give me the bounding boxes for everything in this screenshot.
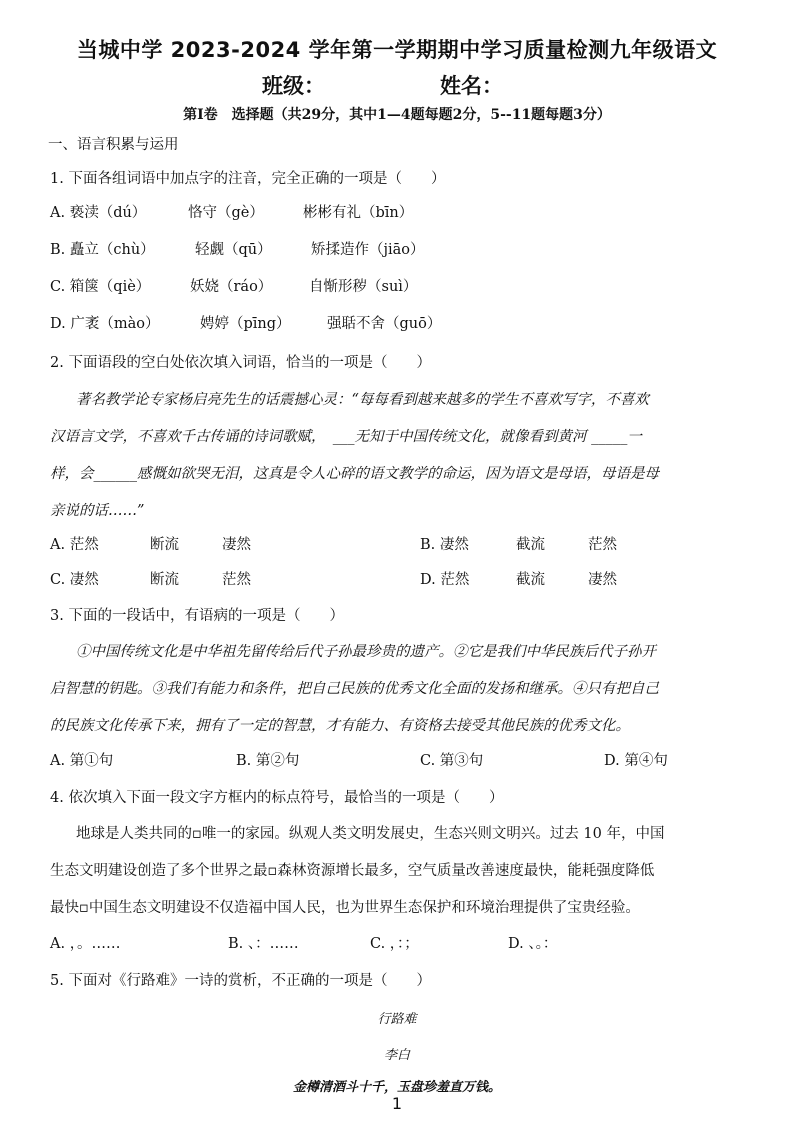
q4-option-c: C. ，：；	[370, 936, 419, 952]
exam-page: 当城中学 2023-2024 学年第一学期期中学习质量检测九年级语文 班级： 姓名： 第Ⅰ卷 选择题（共29分，其中1—4题每题2分，5--11题每题3分） 一、语言积累与运用 1. 下面各组词语中加点字的注音，完全正确的一项是（ ） A. 亵渎（dú） 恪守（gè） 彬彬有礼（bīn） B. 矗立（chù） 轻觑（qū） 矫揉造作（jiāo） C. 箱箧（qiè） 妖娆（ráo） 自惭形秽（suì） D. 广袤（mào） 娉婷（pīng） 强聒不舍（guō） 2. 下面语段的空白处依次填入词语，恰当的一项是（ ） 著名教学论专家杨启亮先生的话震撼心灵：“每每看到越来越多的学生不喜欢写字，不喜欢 汉语言文学，不喜欢千古传诵的诗词歌赋， ___无知于中国传统文化，就像看到黄河 _____一 样，会______感慨如欲哭无泪，这真是令人心碎的语文教学的命运，因为语文是母语，母语是母 亲说的话……” A. 茫然 断流 凄然 B. 凄然 截流 茫然 C. 凄然 断流 茫然 D. 茫然 截流 凄然 3. 下面的一段话中，有语病的一项是（ ） ①中国传统文化是中华祖先留传给后代子孙最珍贵的遗产。②它是我们中华民族后代子孙开 启智慧的钥匙。③我们有能力和条件，把自己民族的优秀文化全面的发扬和继承。④只有把自己 的民族文化传承下来，拥有了一定的智慧，才有能力、有资格去接受其他民族的优秀文化。 A. 第①句 B. 第②句 C. 第③句 D. 第④句 4. 依次填入下面一段文字方框内的标点符号，最恰当的一项是（ ） 地球是人类共同的▫唯一的家园。纵观人类文明发展史，生态兴则文明兴。过去 10 年，中国 生态文明建设创造了多个世界之最▫森林资源增长最多，空气质量改善速度最快，能耗强度降低 最快▫中国生态文明建设不仅造福中国人民，也为世界生态保护和环境治理提供了宝贵经验。 A. ，。…… B. 、：…… C. ，：； D. 、。： 5. 下面对《行路难》一诗的赏析，不正确的一项是（ ） 行路难 李白 金樽清酒斗十千，玉盘珍羞直万钱。 1	[0, 0, 794, 1124]
q4-option-b: B. 、：……	[228, 936, 299, 952]
q3-option-b: B. 第②句	[236, 753, 300, 769]
q4-passage-line: 生态文明建设创造了多个世界之最▫森林资源增长最多，空气质量改善速度最快，能耗强度降低	[50, 863, 655, 879]
poem-author: 李白	[383, 1048, 410, 1063]
poem-title: 行路难	[377, 1012, 417, 1027]
q3-option-d: D. 第④句	[604, 753, 668, 769]
q2-passage-line: 著名教学论专家杨启亮先生的话震撼心灵：“每每看到越来越多的学生不喜欢写字，不喜欢	[76, 392, 649, 408]
q3-passage-line: 启智慧的钥匙。③我们有能力和条件，把自己民族的优秀文化全面的发扬和继承。④只有把自己	[50, 681, 659, 697]
q5-stem: 5. 下面对《行路难》一诗的赏析，不正确的一项是（ ）	[50, 973, 431, 989]
q2-passage-line: 样，会______感慨如欲哭无泪，这真是令人心碎的语文教学的命运，因为语文是母语，母语是母	[50, 466, 659, 482]
q4-passage-line: 地球是人类共同的▫唯一的家园。纵观人类文明发展史，生态兴则文明兴。过去 10 年，中国	[76, 826, 665, 842]
page-number: 1	[391, 1094, 403, 1113]
q3-passage-line: ①中国传统文化是中华祖先留传给后代子孙最珍贵的遗产。②它是我们中华民族后代子孙开	[76, 644, 656, 660]
q2-passage-line: 亲说的话……”	[50, 503, 145, 519]
q4-option-a: A. ，。……	[50, 936, 121, 952]
section-heading: 第Ⅰ卷 选择题（共29分，其中1—4题每题2分，5--11题每题3分）	[183, 107, 611, 123]
class-label: 班级：	[262, 74, 325, 98]
q4-passage-line: 最快▫中国生态文明建设不仅造福中国人民，也为世界生态保护和环境治理提供了宝贵经验。	[50, 900, 640, 916]
poem-line: 金樽清酒斗十千，玉盘珍羞直万钱。	[292, 1080, 501, 1095]
q4-option-d: D. 、。：	[508, 936, 558, 952]
q1-stem: 1. 下面各组词语中加点字的注音，完全正确的一项是（ ）	[50, 171, 446, 187]
q3-option-a: A. 第①句	[50, 753, 114, 769]
name-label: 姓名：	[440, 74, 503, 98]
part-heading: 一、语言积累与运用	[48, 137, 179, 153]
q3-option-c: C. 第③句	[420, 753, 484, 769]
q3-passage-line: 的民族文化传承下来，拥有了一定的智慧，才有能力、有资格去接受其他民族的优秀文化。	[50, 718, 630, 734]
q4-stem: 4. 依次填入下面一段文字方框内的标点符号，最恰当的一项是（ ）	[50, 790, 504, 806]
exam-title: 当城中学 2023-2024 学年第一学期期中学习质量检测九年级语文	[76, 38, 718, 62]
q2-stem: 2. 下面语段的空白处依次填入词语，恰当的一项是（ ）	[50, 355, 431, 371]
q3-stem: 3. 下面的一段话中，有语病的一项是（ ）	[50, 608, 344, 624]
q2-passage-line: 汉语言文学，不喜欢千古传诵的诗词歌赋， ___无知于中国传统文化，就像看到黄河 _____一	[50, 429, 642, 445]
